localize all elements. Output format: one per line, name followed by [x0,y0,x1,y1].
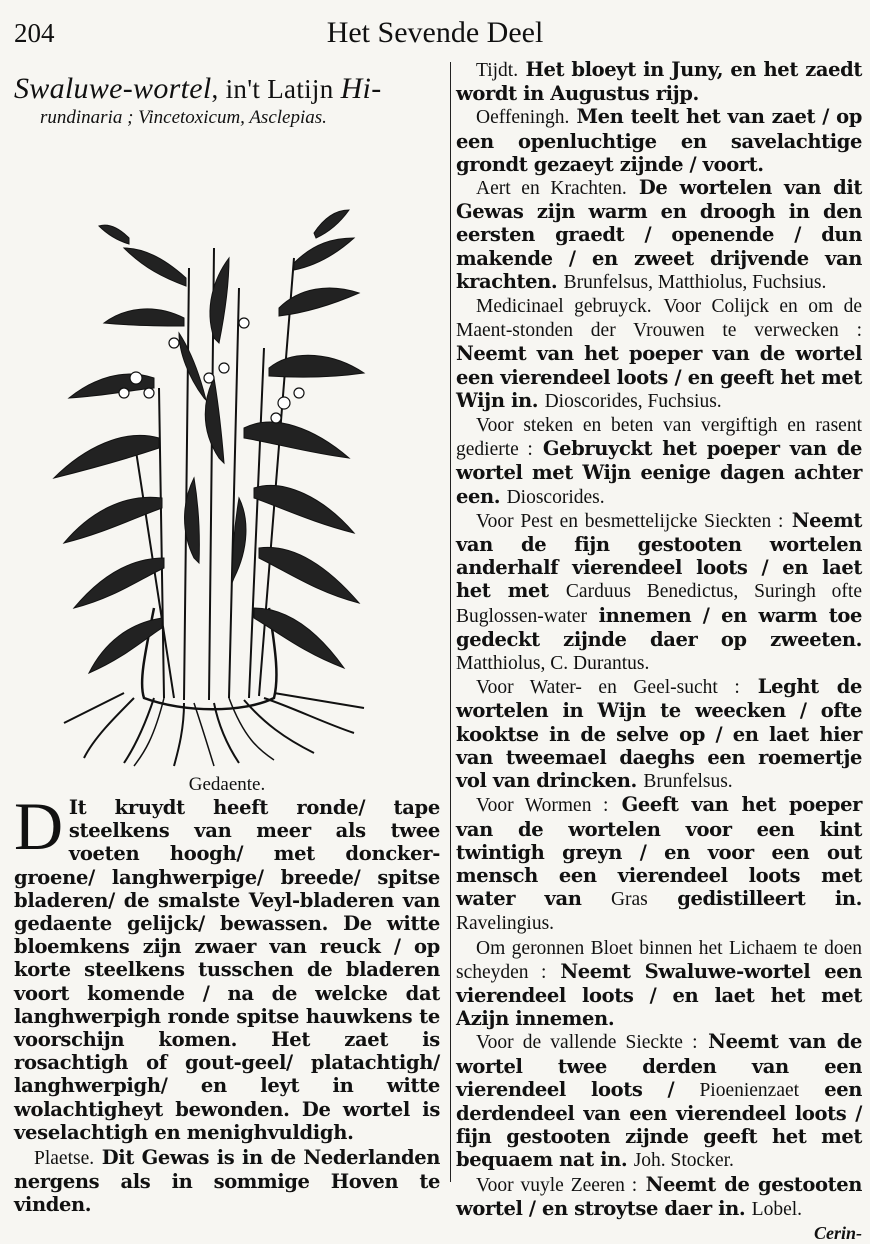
aert-heading: Aert en Krachten. [476,178,627,200]
latin-name-start: Hi- [340,72,382,105]
column-divider [450,62,451,1182]
medicinael-body: Neemt van het poeper van de wortel een vierendeel loots / en geeft het met Wijn in. [456,342,862,412]
wormen-body: Geeft van het poeper van de wortelen voor een kint twintigh greyn / en voor een out mensch een vierendeel loots met water van [456,793,863,911]
title-connector: , in't Latijn [211,74,341,104]
pest-body: Neemt van de fijn gestooten wortelen anderhalf vierendeel loots / en laet het met [456,508,862,603]
tijdt-body: Het bloeyt in Juny, en het zaedt wordt in Augustus rijp. [456,58,863,106]
latin-names: rundinaria ; Vincetoxicum, Asclepias. [40,107,327,128]
vallende-remedy: Pioenienzaet [699,1079,800,1101]
aert-body: De wortelen van dit Gewas zijn warm en droogh in den eersten graedt / openende / dun makende / en zweet drijvende van krachten. [456,176,863,293]
left-column [14,72,440,1217]
medicinael-references: Dioscorides, Fuchsius. [544,390,722,412]
medicinael-intro: Voor Colijck en om de Maent-stonden der Vrouwen te verwecken : [456,296,862,342]
zeeren-paragraph [456,1173,862,1221]
bloet-body: Neemt Swaluwe-wortel een vierendeel loots / en laet het met Azijn innemen. [456,959,862,1031]
plaetse-heading: Plaetse. [34,1148,95,1170]
oeffeningh-body: Men teelt het van zaet / op een openluchtige en savelachtige grondt gezaeyt zijnde / voort. [456,105,862,176]
page-header [0,14,870,54]
plant-illustration [14,138,440,768]
water-intro: Voor Water- en Geel-sucht : [476,677,740,699]
zeeren-body: Neemt de gestooten wortel / en stroytse daer in. [456,1172,863,1220]
vallende-body-2: een derdendeel van een vierendeel loots / fijn gestooten zijnde geeft het met bequaem nat in. [456,1077,863,1172]
vallende-references: Joh. Stocker. [633,1150,734,1172]
medicinael-paragraph [456,294,862,413]
wormen-references: Ravelingius. [456,913,555,935]
tijdt-paragraph [456,58,862,105]
pest-remedy: Carduus Benedictus, Suringh ofte Buglossen-water [456,581,862,627]
drop-cap: D [14,788,63,864]
plaetse-paragraph [14,1146,440,1217]
right-column [456,58,862,1244]
oeffeningh-heading: Oeffeningh. [476,107,570,129]
wormen-paragraph [456,793,862,935]
wormen-intro: Voor Wormen : [476,795,609,817]
pest-paragraph [456,509,862,675]
plaetse-body: Dit Gewas is in de Nederlanden nergens als in sommige Hoven te vinden. [14,1146,440,1217]
pest-body-2: innemen / en warm toe gedeckt zijnde daer op zweeten. [456,603,862,651]
illustration-caption: Gedaente. [188,774,266,795]
steken-references: Dioscorides. [506,486,605,508]
water-references: Brunfelsus. [643,771,733,793]
vallende-body: Neemt van de wortel twee derden van een vierendeel loots / [456,1030,862,1101]
vallende-paragraph [456,1030,862,1172]
zeeren-intro: Voor vuyle Zeeren : [476,1174,638,1196]
bloet-intro: Om geronnen Bloet binnen het Lichaem te doen scheyden : [456,937,862,983]
water-body: Leght de wortelen in Wijn te weecken / ofte kooktse in de selve op / en laet hier van tweemael daeghs een roemertje vol van drincken. [456,675,863,793]
description-body: It kruydt heeft ronde/ tape steelkens van meer als twee voeten hoogh/ met doncker-groene/ langhwerpige/ breede/ spitse bladeren/ de smalste Veyl-bladeren van gedaente gelijck/ bewassen. De witte bloemkens zijn zwaer van reuck / op korte steelkens tusschen de bladeren voort komende / na de welcke dat langhwerpigh ronde spitse hauwkens te voorschijn komen. Het zaet is rosachtigh of gout-geel/ platachtigh/ langhwerpigh/ en leyt in witte wolachtigheyt bewonden. De wortel is veselachtigh en menighvuldigh. [14,796,440,1144]
steken-body: Gebruyckt het poeper van de wortel met Wijn eenige dagen achter een. [456,437,862,508]
aert-references: Brunfelsus, Matthiolus, Fuchsius. [563,271,827,293]
oeffeningh-paragraph [456,105,862,176]
page-number: 204 [14,18,55,48]
plant-title [14,72,440,106]
vallende-intro: Voor de vallende Sieckte : [476,1032,698,1054]
pest-intro: Voor Pest en besmettelijcke Sieckten : [476,510,784,532]
water-paragraph [456,675,862,793]
steken-intro: Voor steken en beten van vergiftigh en rasent gedierte : [456,415,862,461]
medicinael-heading: Medicinael gebruyck. [476,296,652,318]
plant-name: Swaluwe-wortel [14,72,212,105]
zeeren-references: Lobel. [751,1198,803,1220]
description-text [14,788,440,1144]
catchword: Cerin- [813,1222,862,1243]
plant-woodcut [14,138,440,768]
steken-paragraph [456,413,862,509]
aert-paragraph [456,176,862,294]
bloet-paragraph [456,936,862,1031]
wormen-body-2: gedistilleert in. [677,887,862,911]
tijdt-heading: Tijdt. [476,60,519,81]
pest-references: Matthiolus, C. Durantus. [456,653,650,675]
wormen-remedy: Gras [610,889,648,911]
running-title: Het Sevende Deel [326,16,544,49]
